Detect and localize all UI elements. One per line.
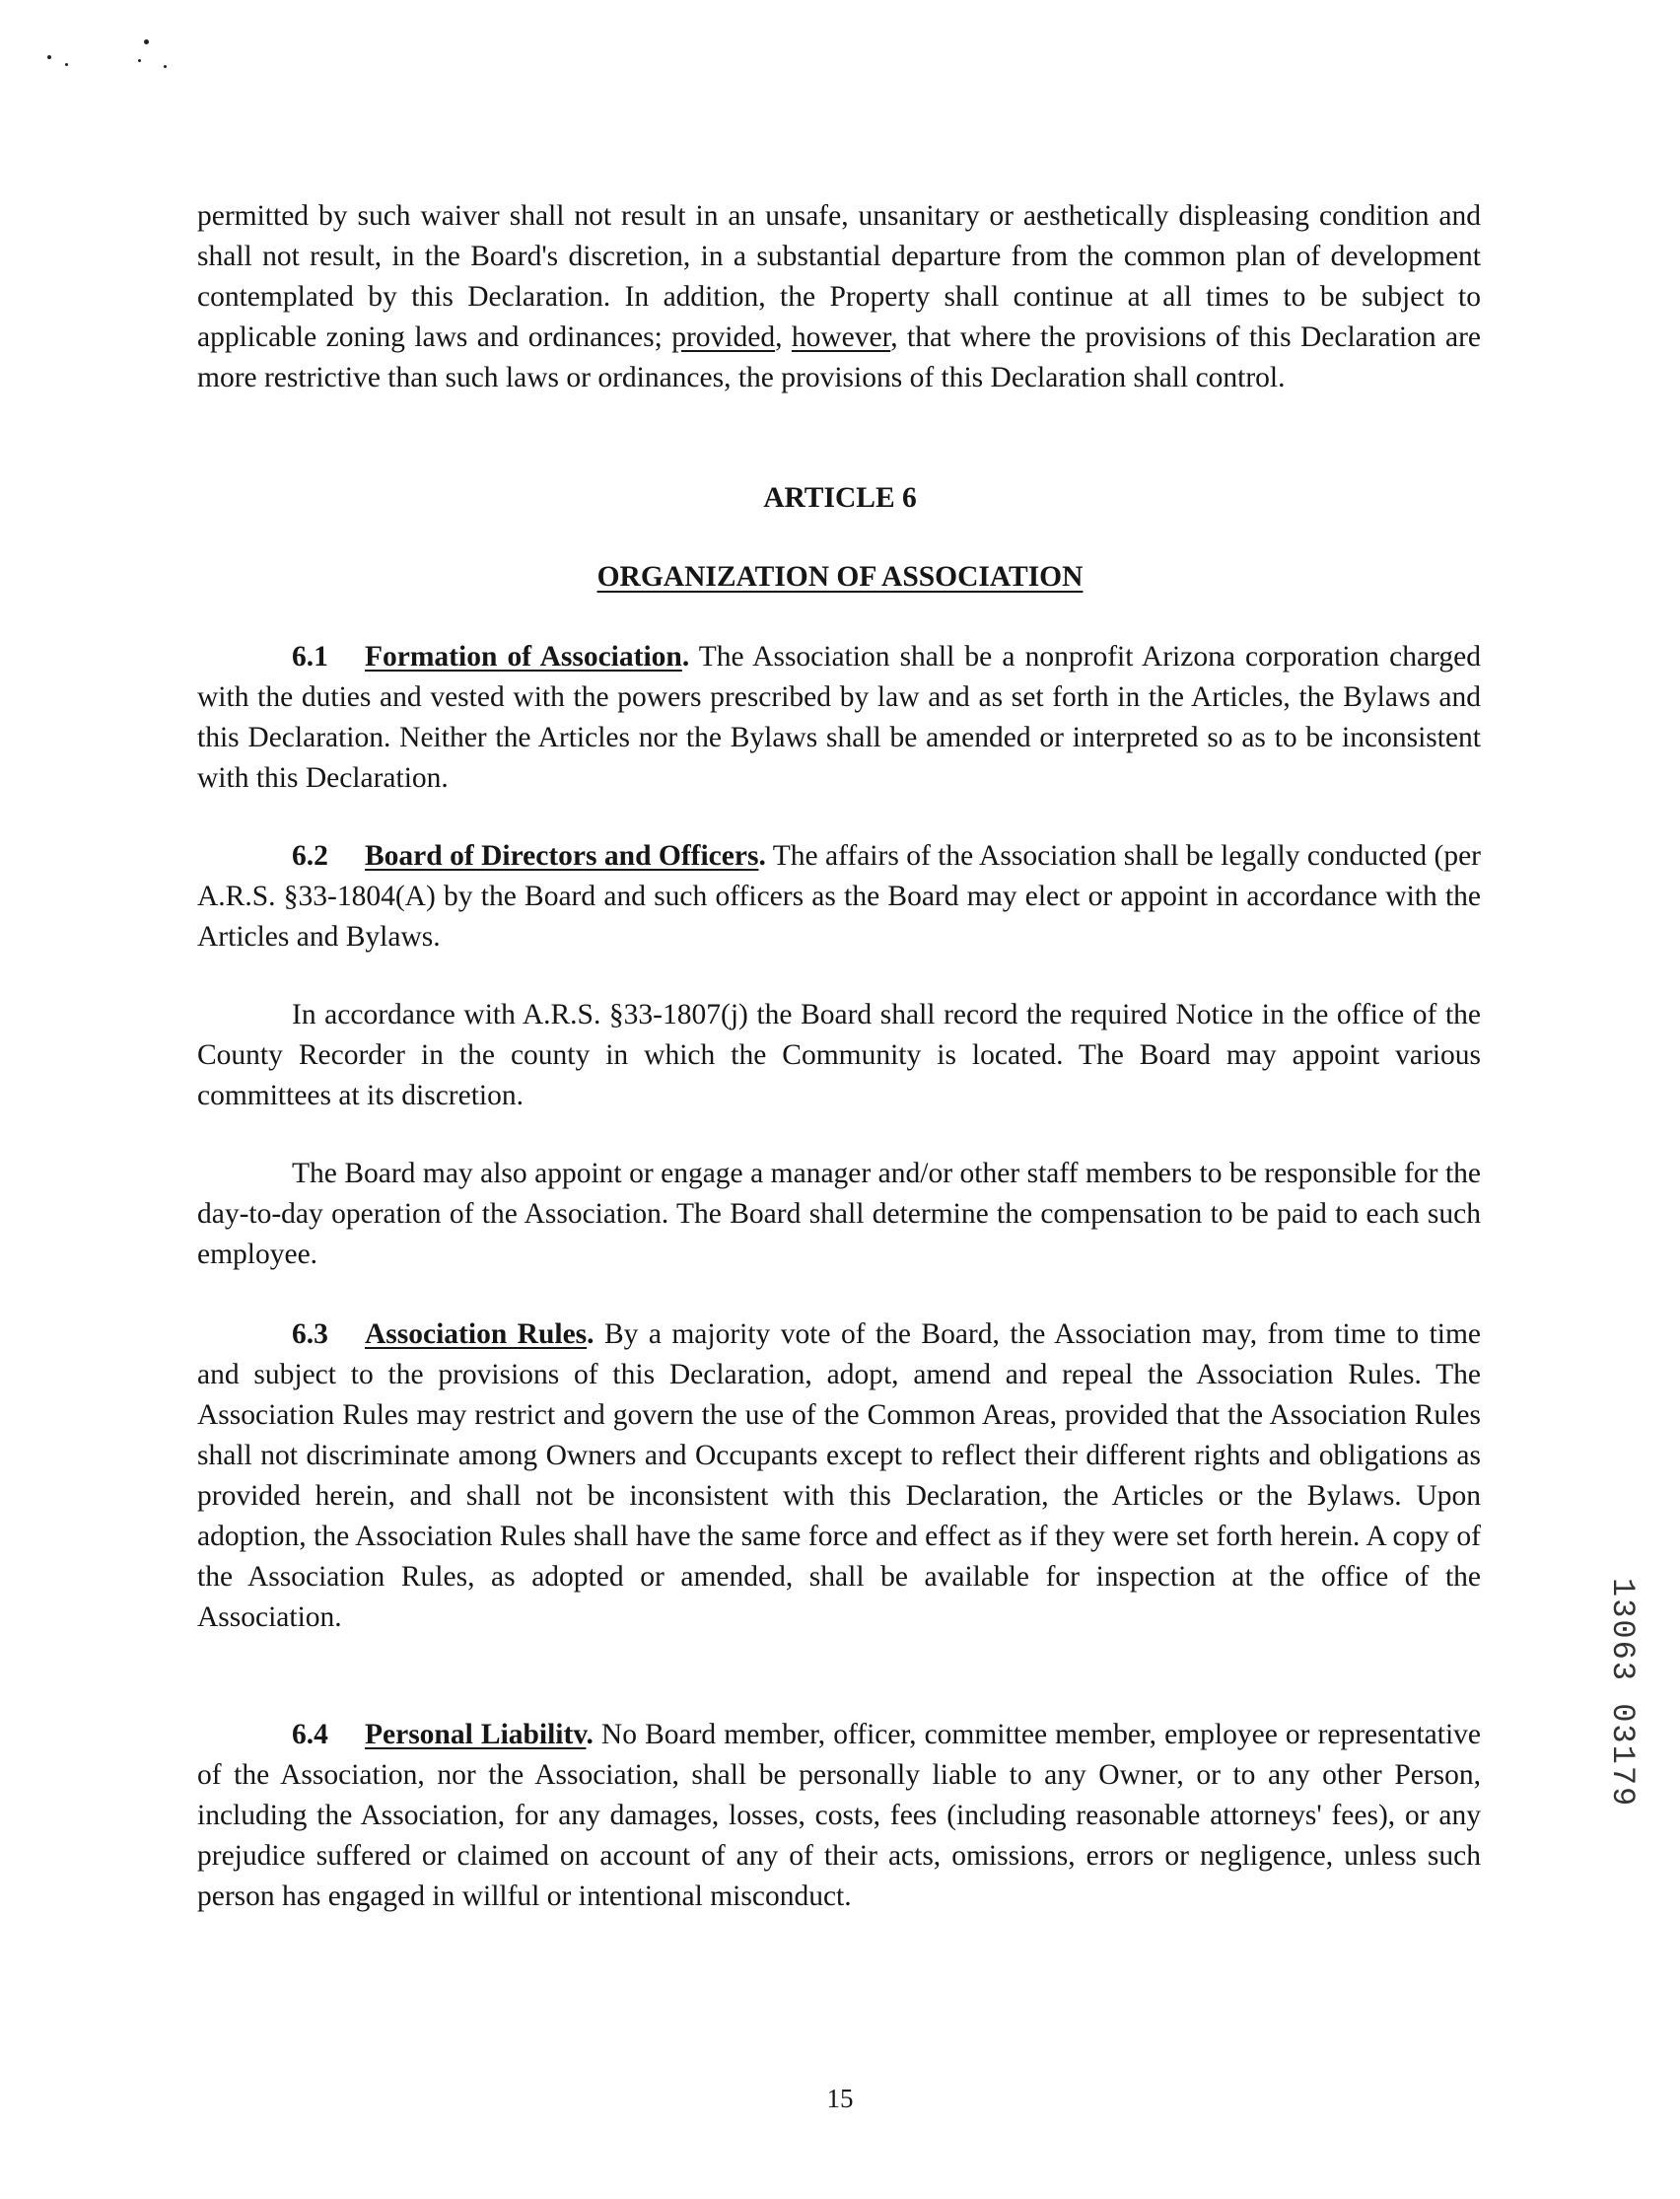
scan-speck: [138, 59, 141, 62]
section-6-2-paragraph-3: The Board may also appoint or engage a manager and/or other staff members to be responsible for the day-to-day operation of the Association. The Board shall determine the compensation to be paid to each such employee.: [197, 1158, 1481, 1270]
scan-speck: [47, 55, 51, 59]
section-title: Association Rules: [365, 1318, 588, 1350]
section-6-4: [197, 1715, 1481, 1917]
scan-speck: [164, 65, 167, 68]
section-text: The affairs of the Association shall be legally conducted (per A.R.S. §33-1804(A) by the Board and such officers as the Board may elect or appoint in accordance with the Articles and Bylaws.: [197, 840, 1481, 953]
section-title-period: .: [587, 1318, 595, 1350]
section-title: Personal Liabilitv: [365, 1719, 587, 1750]
section-6-2: [197, 836, 1481, 958]
section-title-period: .: [758, 840, 766, 872]
intro-comma: ,: [775, 321, 792, 353]
scan-speck: [144, 39, 149, 44]
section-number: 6.2: [292, 840, 328, 872]
section-number: 6.1: [292, 641, 328, 673]
intro-text-end: , that where the provisions of this Declaration are more restrictive than such laws or ordinances, the provisions of this Declaration shall control.: [197, 321, 1481, 393]
recording-stamp: [1601, 1578, 1641, 1854]
section-6-1: [197, 637, 1481, 799]
section-number: 6.3: [292, 1318, 328, 1350]
recording-stamp-text: 13063 03179: [1604, 1578, 1641, 1809]
provided-term: provided: [671, 321, 776, 353]
section-6-3: [197, 1314, 1481, 1638]
article-number: ARTICLE 6: [763, 482, 917, 514]
section-text: The Association shall be a nonprofit Arizona corporation charged with the duties and vested with the powers prescribed by law and as set forth in the Articles, the Bylaws and this Declaration. Neither the Articles nor the Bylaws shall be amended or interpreted so as to be inconsistent with this Declaration.: [197, 641, 1481, 794]
section-text: By a majority vote of the Board, the Association may, from time to time and subject to the provisions of this Declaration, adopt, amend and repeal the Association Rules. The Association Rules may restrict and govern the use of the Common Areas, provided that the Association Rules shall not discriminate among Owners and Occupants except to reflect their different rights and obligations as provided herein, and shall not be inconsistent with this Declaration, the Articles or the Bylaws. Upon adoption, the Association Rules shall have the same force and effect as if they were set forth herein. A copy of the Association Rules, as adopted or amended, shall be available for inspection at the office of the Association.: [197, 1318, 1481, 1633]
section-title: Board of Directors and Officers: [365, 840, 759, 872]
section-title-period: .: [681, 641, 690, 673]
however-term: however: [791, 321, 891, 353]
section-text: No Board member, officer, committee member, employee or representative of the Association, nor the Association, shall be personally liable to any Owner, or to any other Person, including the Association, for any damages, losses, costs, fees (including reasonable attorneys' fees), or any prejudice suffered or claimed on account of any of their acts, omissions, errors or negligence, unless such person has engaged in willful or intentional misconduct.: [197, 1719, 1481, 1912]
page-number: 15: [826, 2084, 854, 2113]
intro-paragraph: [197, 196, 1481, 398]
section-number: 6.4: [292, 1719, 328, 1750]
scan-speck: [65, 63, 68, 66]
section-title-period: .: [586, 1719, 594, 1750]
section-title: Formation of Association: [365, 641, 682, 673]
article-title: ORGANIZATION OF ASSOCIATION: [596, 561, 1084, 593]
intro-text: permitted by such waiver shall not result in an unsafe, unsanitary or aesthetically displeasing condition and shall not result, in the Board's discretion, in a substantial departure from the common plan of development contemplated by this Declaration. In addition, the Property shall continue at all times to be subject to applicable zoning laws and ordinances;: [197, 200, 1481, 353]
section-6-2-paragraph-2: In accordance with A.R.S. §33-1807(j) the Board shall record the required Notice in the office of the County Recorder in the county in which the Community is located. The Board may appoint various committees at its discretion.: [197, 999, 1481, 1111]
